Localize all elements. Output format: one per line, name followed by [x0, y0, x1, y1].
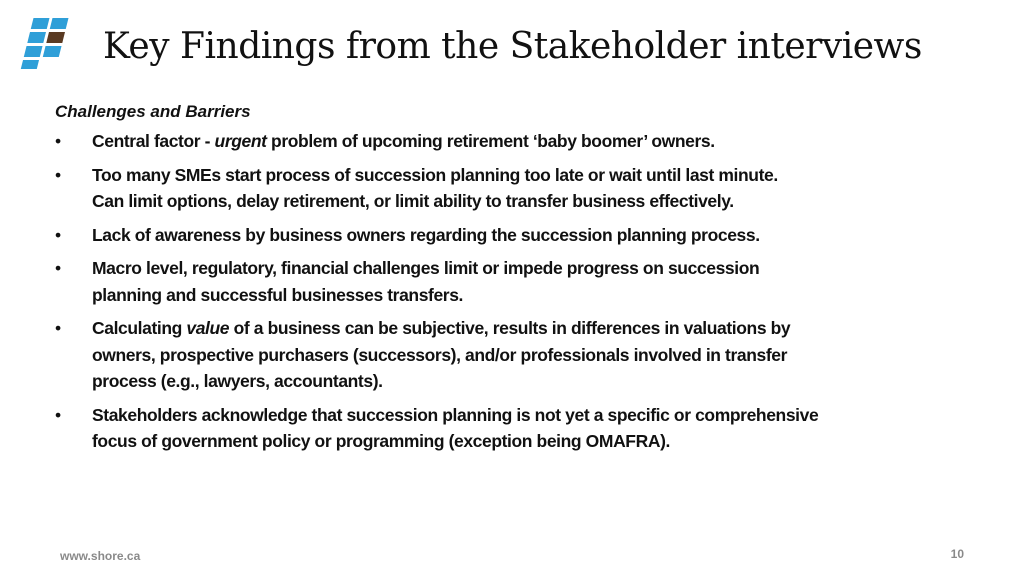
- section-heading: Challenges and Barriers: [55, 102, 251, 121]
- bullet-marker: •: [55, 404, 61, 425]
- bullet-marker: •: [55, 224, 61, 245]
- bullet-marker: •: [55, 131, 61, 151]
- slide-body: [55, 100, 1005, 462]
- bullet-item: • Central factor - urgent problem of upcoming retirement ‘baby boomer’ owners.: [55, 128, 1005, 155]
- bullet-item: • Calculating value of a business can be subjective, results in differences in valuations by owners, prospective purchasers (successors), and/or professionals involved in transfer process (e.g., lawyers, accountants).: [55, 315, 1005, 395]
- bullet-item: • Lack of awareness by business owners regarding the succession planning process.: [55, 222, 1005, 249]
- bullet-marker: •: [55, 164, 61, 185]
- bullet-list: [55, 128, 1005, 455]
- page-number: 10: [950, 547, 964, 561]
- bullet-item: • Stakeholders acknowledge that succession planning is not yet a specific or comprehensive focus of government policy or programming (exception being OMAFRA).: [55, 402, 1005, 455]
- slide-title: Key Findings from the Stakeholder interviews: [103, 26, 922, 67]
- emphasis-text: value: [186, 318, 230, 338]
- bullet-item: • Macro level, regulatory, financial challenges limit or impede progress on succession planning and successful businesses transfers.: [55, 255, 1005, 308]
- emphasis-text: urgent: [214, 131, 267, 151]
- bullet-marker: •: [55, 318, 61, 338]
- bullet-item: • Too many SMEs start process of succession planning too late or wait until last minute. Can limit options, delay retirement, or limit ability to transfer business effectively.: [55, 162, 1005, 215]
- bullet-marker: •: [55, 258, 61, 278]
- footer-website: www.shore.ca: [60, 549, 141, 563]
- company-logo-icon: [20, 16, 76, 70]
